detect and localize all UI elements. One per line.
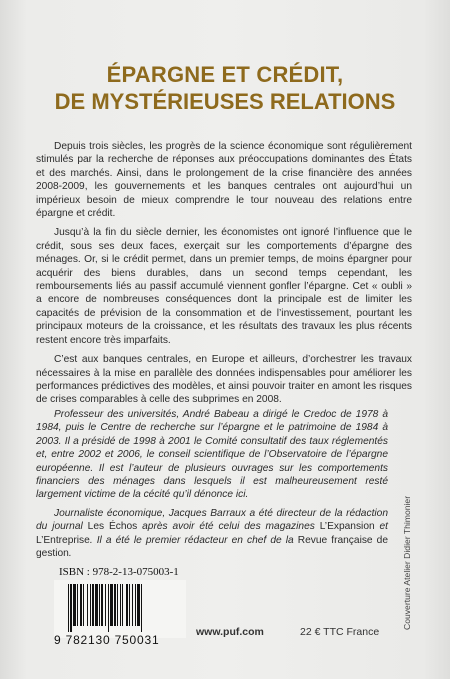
barcode-digits: 9 782130 750031: [54, 633, 160, 647]
publisher-website: www.puf.com: [196, 626, 264, 638]
summary-paragraph: Depuis trois siècles, les progrès de la science économique sont régulièrement stimulés par la recherche de réponses aux préoccupations dominantes des États et des marchés. Ainsi, dans le prolongement de la crise financière des années 2008-2009, les gouvernements et les banques centrales ont aujourd’hui un impérieux besoin de mieux comprendre le tour nouveau des relations entre épargne et crédit.: [36, 141, 412, 220]
author-bios: [36, 408, 388, 565]
title-line-2: DE MYSTÉRIEUSES RELATIONS: [54, 89, 396, 114]
bio-text: après avoir été celui des magazines: [137, 521, 320, 533]
summary-text: [36, 140, 412, 413]
cover-credit-text: Couverture Atelier Didier Thimonier: [402, 495, 412, 630]
isbn: ISBN : 978-2-13-075003-1: [59, 566, 179, 578]
bio-jacques-barraux: [36, 507, 388, 561]
bio-text: Journaliste économique, Jacques Barraux a été directeur de la rédaction du journal: [36, 507, 388, 533]
bio-text: et: [374, 521, 389, 533]
bio-text: .: [68, 548, 72, 560]
price: 22 € TTC France: [300, 626, 380, 638]
summary-paragraph: C’est aux banques centrales, en Europe et ailleurs, d’orchestrer les travaux nécessaires à la mise en parallèle des données indispensables pour améliorer les performances prédictives des modèles, et ainsi pouvoir traiter en amont les risques de crises comparables à celle des subprimes en 2008.: [36, 354, 412, 406]
cover-credit: [402, 495, 416, 630]
publication-name: Les Échos: [87, 521, 138, 533]
bio-text: . Il a été le premier rédacteur en chef de la: [89, 534, 298, 546]
publication-name: L’Expansion: [319, 521, 375, 533]
publication-name: L’Entreprise: [36, 534, 90, 546]
summary-paragraph: Jusqu’à la fin du siècle dernier, les économistes ont ignoré l’influence que le crédit, sous ses deux faces, exerçait sur les comportements d’épargne des ménages. Or, si le crédit permet, dans un premier temps, de moins épargner pour acquérir des biens durables, dans un second temps cependant, les remboursements liés au passif accumulé viennent gonfler l’épargne. Cet « oubli » a encore de nombreuses conséquences dont la principale est de limiter les capacités de prévision de la consommation et de l’investissement, pourtant les principaux moteurs de la croissance, et les résultats des travaux les plus récents restent encore très imparfaits.: [36, 227, 412, 346]
bio-andre-babeau: Professeur des universités, André Babeau a dirigé le Credoc de 1978 à 1984, puis le Centre de recherche sur l’épargne et le patrimoine de 1984 à 2003. Il a présidé de 1998 à 2001 le Comité consultatif des taux réglementés et, entre 2002 et 2006, le conseil scientifique de l’Observatoire de l’épargne européenne. Il est l’auteur de plusieurs ouvrages sur les comportements financiers des ménages dans lesquels il est malheureusement resté largement victime de la cécité qu’il dénonce ici.: [36, 409, 388, 501]
publication-name: Revue française de gestion: [36, 534, 389, 560]
barcode-icon: [66, 584, 178, 632]
title-line-1: ÉPARGNE ET CRÉDIT,: [106, 62, 344, 87]
